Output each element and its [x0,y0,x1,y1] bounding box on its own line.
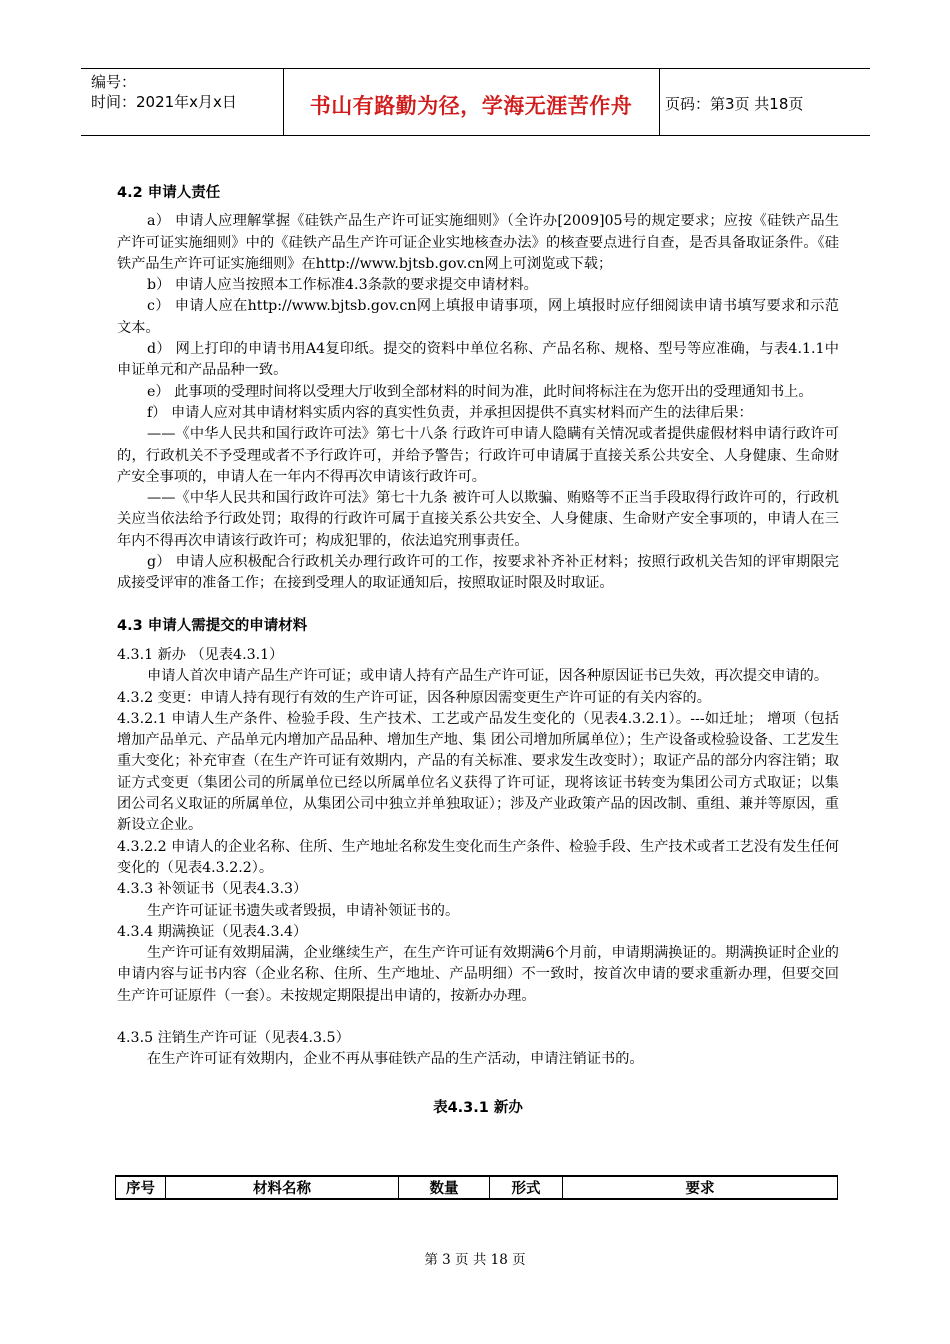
subsection-4-3-5-title: 4.3.5 注销生产许可证（见表4.3.5） [117,1029,350,1046]
paragraph-4-2-g: g） 申请人应积极配合行政机关办理行政许可的工作，按要求补齐补正材料；按照行政机关告知的评审期限完成接受评审的准备工作；在接到受理人的取证通知后，按照取证时限及时取证。 [117,554,839,592]
column-header-index: 序号 [116,1176,166,1199]
subsection-4-3-1-text: 申请人首次申请产品生产许可证；或申请人持有产品生产许可证，因各种原因证书已失效，再次提交申请的。 [147,668,829,685]
header-meta [91,72,237,112]
subsection-4-3-2-2-text: 4.3.2.2 申请人的企业名称、住所、生产地址名称发生变化而生产条件、检验手段、生产技术或者工艺没有发生任何变化的（见表4.3.2.2）。 [117,838,839,876]
section-4-3-title: 4.3 申请人需提交的申请材料 [117,617,308,634]
paragraph-4-2-a: a） 申请人应理解掌握《硅铁产品生产许可证实施细则》（全许办[2009]05号的规定要求；应按《硅铁产品生产许可证实施细则》中的《硅铁产品生产许可证企业实地核查办法》的核查要点进行自查，是否具备取证条件。《硅铁产品生产许可证实施细则》在http://www.bjtsb.gov.cn网上可浏览或下载； [117,213,839,272]
column-header-requirements: 要求 [563,1176,838,1199]
paragraph-law-article-79: ——《中华人民共和国行政许可法》第七十九条 被许可人以欺骗、贿赂等不正当手段取得行政许可的，行政机关应当依法给予行政处罚；取得的行政许可属于直接关系公共安全、人身健康、生命财产安全事项的，申请人在三年内不得再次申请该行政许可；构成犯罪的，依法追究刑事责任。 [117,490,839,549]
document-body [117,183,839,1119]
table-header-row [116,1176,838,1199]
subsection-4-3-2-1-text: 4.3.2.1 申请人生产条件、检验手段、生产技术、工艺或产品发生变化的（见表4.3.2.1）。---如迁址； 增项（包括增加产品单元、产品单元内增加产品品种、增加生产地、集 团公司增加所属单位）；生产设备或检验设备、工艺发生重大变化；补充审查（在生产许可证有效期内，产品的有关标准、要求发生改变时）；取证产品的部分内容注销；取证方式变更（集团公司的所属单位已经以所属单位名义获得了许可证，现将该证书转变为集团公司方式取证；以集团公司名义取证的所属单位，从集团公司中独立并单独取证）；涉及产业政策产品的因改制、重组、兼并等原因，重新设立企业。 [117,710,839,834]
subsection-4-3-4-text: 生产许可证有效期届满，企业继续生产，在生产许可证有效期满6个月前，申请期满换证的。期满换证时企业的申请内容与证书内容（企业名称、住所、生产地址、产品明细）不一致时，按首次申请的要求重新办理，但要交回生产许可证原件（一套）。未按规定期限提出申请的，按新办办理。 [117,945,839,1004]
paragraph-4-2-b: b） 申请人应当按照本工作标准4.3条款的要求提交申请材料。 [147,277,538,294]
paragraph-4-2-e: e） 此事项的受理时间将以受理大厅收到全部材料的时间为准，此时间将标注在为您开出的受理通知书上。 [147,383,813,400]
paragraph-law-article-78: ——《中华人民共和国行政许可法》第七十八条 行政许可申请人隐瞒有关情况或者提供虚假材料申请行政许可的，行政机关不予受理或者不予行政许可，并给予警告；行政许可申请属于直接关系公共安全、人身健康、生命财产安全事项的，申请人在一年内不得再次申请该行政许可。 [117,426,839,485]
header-divider-right [659,68,660,136]
subsection-4-3-4-title: 4.3.4 期满换证（见表4.3.4） [117,923,308,940]
column-header-quantity: 数量 [399,1176,490,1199]
subsection-4-3-5-text: 在生产许可证有效期内，企业不再从事硅铁产品的生产活动，申请注销证书的。 [147,1051,644,1068]
document-number-label: 编号： [91,73,137,91]
header-bottom-rule [81,135,870,136]
page-header [81,68,870,136]
subsection-4-3-1-title: 4.3.1 新办 （见表4.3.1） [117,646,284,663]
document-date: 时间：2021年x月x日 [91,93,237,111]
paragraph-4-2-c: c） 申请人应在http://www.bjtsb.gov.cn网上填报申请事项，网上填报时应仔细阅读申请书填写要求和示范文本。 [117,298,839,336]
materials-table [115,1175,838,1200]
subsection-4-3-3-title: 4.3.3 补领证书（见表4.3.3） [117,881,308,898]
column-header-form: 形式 [490,1176,563,1199]
column-header-material-name: 材料名称 [166,1176,399,1199]
paragraph-4-2-d: d） 网上打印的申请书用A4复印纸。提交的资料中单位名称、产品名称、规格、型号等应准确，与表4.1.1中申证单元和产品品种一致。 [117,341,839,379]
section-4-2-title: 4.2 申请人责任 [117,185,221,201]
paragraph-4-2-f: f） 申请人应对其申请材料实质内容的真实性负责，并承担因提供不真实材料而产生的法律后果： [147,404,753,421]
page-footer: 第 3 页 共 18 页 [424,1252,526,1268]
subsection-4-3-3-text: 生产许可证证书遗失或者毁损，申请补领证书的。 [147,902,460,919]
header-top-rule [81,68,870,69]
subsection-4-3-2-title: 4.3.2 变更：申请人持有现行有效的生产许可证，因各种原因需变更生产许可证的有关内容的。 [117,689,711,706]
header-page-info: 页码：第3页 共18页 [665,95,804,113]
header-slogan: 书山有路勤为径，学海无涯苦作舟 [309,94,633,118]
table-caption: 表4.3.1 新办 [433,1099,523,1116]
